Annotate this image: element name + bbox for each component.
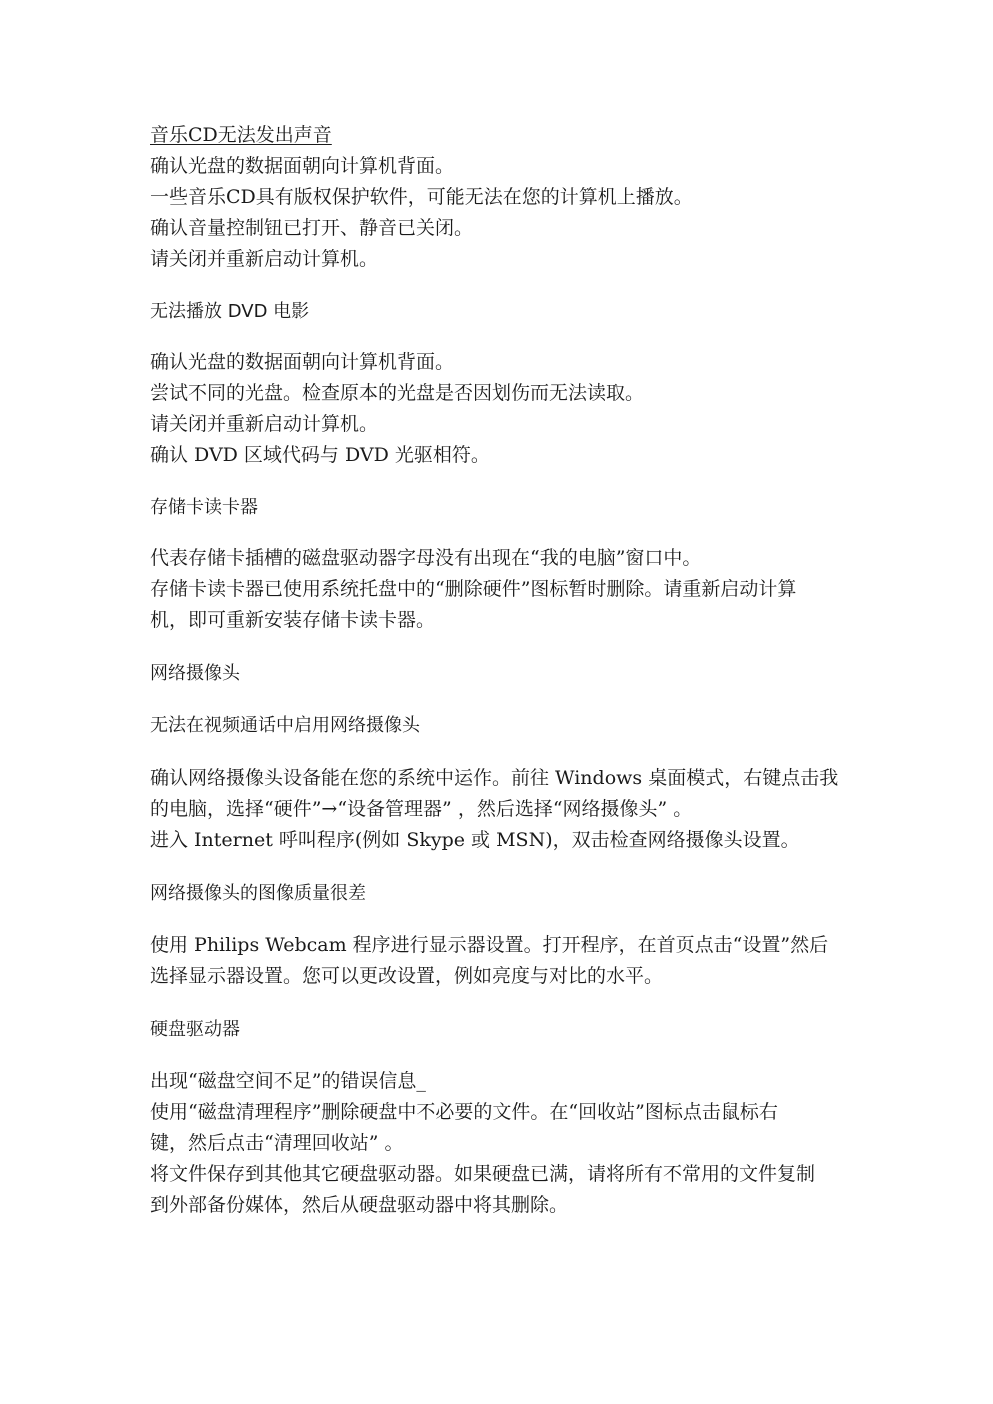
subsection-title-image-quality: 网络摄像头的图像质量很差 (150, 883, 366, 904)
text-line: 尝试不同的光盘。检查原本的光盘是否因划伤而无法读取。 (150, 382, 645, 404)
text-line: 确认音量控制钮已打开、静音已关闭。 (150, 217, 474, 239)
text-line: 一些音乐CD具有版权保护软件，可能无法在您的计算机上播放。 (150, 186, 693, 208)
text-line: 使用 Philips Webcam 程序进行显示器设置。打开程序，在首页点击“设置”然后 (150, 934, 829, 956)
text-line: 的电脑，选择“硬件”→“设备管理器” ，然后选择“网络摄像头” 。 (150, 798, 693, 820)
text-line: 进入 Internet 呼叫程序(例如 Skype 或 MSN)，双击检查网络摄像头设置。 (150, 829, 800, 851)
subsection-title-video-call: 无法在视频通话中启用网络摄像头 (150, 715, 420, 736)
text-line: 存储卡读卡器已使用系统托盘中的“删除硬件”图标暂时删除。请重新启动计算 (150, 578, 797, 600)
text-line: 请关闭并重新启动计算机。 (150, 248, 379, 270)
section-title-card-reader: 存储卡读卡器 (150, 497, 258, 518)
text-line: 出现“磁盘空间不足”的错误信息_ (150, 1070, 426, 1092)
text-line: 请关闭并重新启动计算机。 (150, 413, 379, 435)
text-line: 代表存储卡插槽的磁盘驱动器字母没有出现在“我的电脑”窗口中。 (150, 547, 702, 569)
section-title-webcam: 网络摄像头 (150, 663, 240, 684)
section-title-dvd: 无法播放 DVD 电影 (150, 301, 310, 322)
text-line: 确认光盘的数据面朝向计算机背面。 (150, 155, 455, 177)
text-line: 确认光盘的数据面朝向计算机背面。 (150, 351, 455, 373)
text-line: 确认 DVD 区域代码与 DVD 光驱相符。 (150, 444, 490, 466)
text-line: 选择显示器设置。您可以更改设置，例如亮度与对比的水平。 (150, 965, 664, 987)
text-line: 将文件保存到其他其它硬盘驱动器。如果硬盘已满，请将所有不常用的文件复制 (150, 1163, 816, 1185)
text-line: 确认网络摄像头设备能在您的系统中运作。前往 Windows 桌面模式，右键点击我 (150, 767, 839, 789)
text-line: 到外部备份媒体，然后从硬盘驱动器中将其删除。 (150, 1194, 569, 1216)
text-line: 使用“磁盘清理程序”删除硬盘中不必要的文件。在“回收站”图标点击鼠标右 (150, 1101, 778, 1123)
text-line: 键，然后点击“清理回收站” 。 (150, 1132, 404, 1154)
section-title-music-cd: 音乐CD无法发出声音 (150, 124, 332, 146)
text-line: 机，即可重新安装存储卡读卡器。 (150, 609, 436, 631)
section-title-hard-drive: 硬盘驱动器 (150, 1019, 240, 1040)
